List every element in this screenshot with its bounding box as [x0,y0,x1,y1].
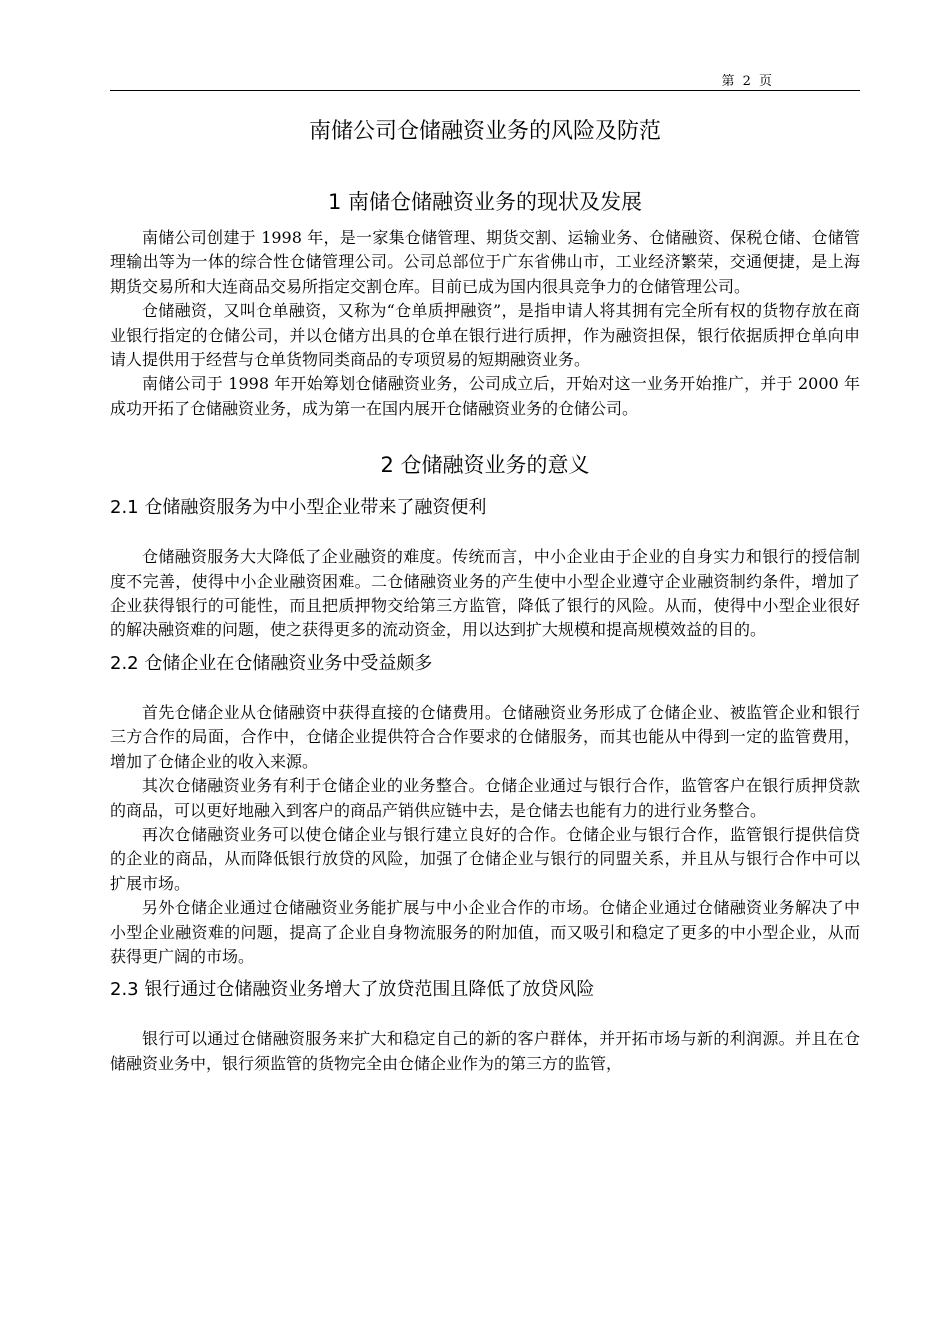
section-1-heading: 1 南储仓储融资业务的现状及发展 [327,190,643,214]
paragraph: 再次仓储融资业务可以使仓储企业与银行建立良好的合作。仓储企业与银行合作，监管银行提供信贷的企业的商品，从而降低银行放贷的风险，加强了仓储企业与银行的同盟关系，并且从与银行合作中可以扩展市场。 [110,824,860,893]
paragraph: 南储公司于 1998 年开始筹划仓储融资业务，公司成立后，开始对这一业务开始推广，并于 2000 年成功开拓了仓储融资业务，成为第一在国内展开仓储融资业务的仓储公司。 [110,374,860,418]
paragraph: 另外仓储企业通过仓储融资业务能扩展与中小企业合作的市场。仓储企业通过仓储融资业务解决了中小型企业融资难的问题，提高了企业自身物流服务的附加值，而又吸引和稳定了更多的中小型企业，从而获得更广阔的市场。 [110,898,860,966]
paragraph: 首先仓储企业从仓储融资中获得直接的仓储费用。仓储融资业务形成了仓储企业、被监管企业和银行三方合作的局面，合作中，仓储企业提供符合合作要求的仓储服务，而其也能从中得到一定的监管费用，增加了仓储企业的收入来源。 [110,702,860,771]
subsection-2-2-heading: 2.2 仓储企业在仓储融资业务中受益颇多 [110,652,433,674]
document-title: 南储公司仓储融资业务的风险及防范 [308,119,661,144]
paragraph: 仓储融资服务大大降低了企业融资的难度。传统而言，中小企业由于企业的自身实力和银行的授信制度不完善，使得中小企业融资困难。二仓储融资业务的产生使中小型企业遵守企业融资制约条件，增加了企业获得银行的可能性，而且把质押物交给第三方监管，降低了银行的风险。从而，使得中小型企业很好的解决融资难的问题，使之获得更多的流动资金，用以达到扩大规模和提高规模效益的目的。 [110,547,860,640]
paragraph: 银行可以通过仓储融资服务来扩大和稳定自己的新的客户群体，并开拓市场与新的利润源。并且在仓储融资业务中，银行须监管的货物完全由仓储企业作为的第三方的监管， [110,1029,860,1073]
subsection-2-1-heading: 2.1 仓储融资服务为中小型企业带来了融资便利 [110,497,487,519]
paragraph: 仓储融资，又叫仓单融资，又称为“仓单质押融资”，是指申请人将其拥有完全所有权的货物存放在商业银行指定的仓储公司，并以仓储方出具的仓单在银行进行质押，作为融资担保，银行依据质押仓单向申请人提供用于经营与仓单货物同类商品的专项贸易的短期融资业务。 [110,301,860,370]
paragraph: 其次仓储融资业务有利于仓储企业的业务整合。仓储企业通过与银行合作，监管客户在银行质押贷款的商品，可以更好地融入到客户的商品产销供应链中去，是仓储去也能有力的进行业务整合。 [110,776,860,820]
page-header [110,68,860,91]
section-2-heading: 2 仓储融资业务的意义 [380,453,590,478]
document-body [110,100,860,1076]
page-number: 第 2 页 [721,74,774,89]
paragraph: 南储公司创建于 1998 年，是一家集仓储管理、期货交割、运输业务、仓储融资、保税仓储、仓储管理输出等为一体的综合性仓储管理公司。公司总部位于广东省佛山市，工业经济繁荣，交通便捷，是上海期货交易所和大连商品交易所指定交割仓库。目前已成为国内很具竞争力的仓储管理公司。 [110,228,860,296]
subsection-2-3-heading: 2.3 银行通过仓储融资业务增大了放贷范围且降低了放贷风险 [110,979,595,1001]
